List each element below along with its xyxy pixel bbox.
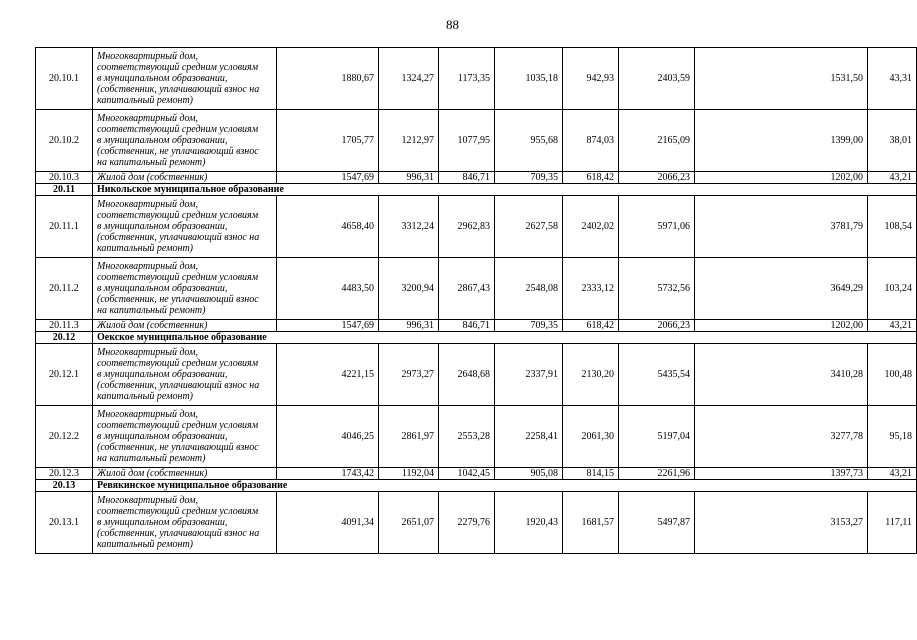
value-cell: 1399,00: [695, 110, 868, 172]
value-cell: 2258,41: [495, 406, 563, 468]
table-row: [36, 48, 917, 110]
value-cell: 2279,76: [439, 492, 495, 554]
description-line: Многоквартирный дом,: [97, 495, 199, 506]
value-cell: 1397,73: [695, 468, 868, 480]
description-line: в муниципальном образовании,: [97, 431, 228, 442]
description-line: на капитальный ремонт): [97, 157, 206, 168]
row-description: [93, 110, 277, 172]
table-row: [36, 320, 917, 332]
section-code: 20.13: [36, 480, 93, 492]
value-cell: 4658,40: [277, 196, 379, 258]
description-line: Многоквартирный дом,: [97, 347, 199, 358]
row-description: [93, 48, 277, 110]
description-line: в муниципальном образовании,: [97, 369, 228, 380]
description-line: в муниципальном образовании,: [97, 283, 228, 294]
description-line: соответствующий средним условиям: [97, 506, 259, 517]
value-cell: 3312,24: [379, 196, 439, 258]
row-description: [93, 468, 277, 480]
value-cell: 1681,57: [563, 492, 619, 554]
value-cell: 2548,08: [495, 258, 563, 320]
description-line: капитальный ремонт): [97, 95, 194, 106]
value-cell: 709,35: [495, 172, 563, 184]
page-number: 88: [446, 17, 459, 32]
value-cell: 2973,27: [379, 344, 439, 406]
value-cell: 1705,77: [277, 110, 379, 172]
row-description: [93, 258, 277, 320]
value-cell: 103,24: [868, 258, 917, 320]
section-code: 20.11: [36, 184, 93, 196]
value-cell: 2066,23: [619, 172, 695, 184]
value-cell: 2066,23: [619, 320, 695, 332]
value-cell: 618,42: [563, 320, 619, 332]
value-cell: 2337,91: [495, 344, 563, 406]
row-description: [93, 172, 277, 184]
description-line: (собственник, уплачивающий взнос на: [97, 380, 260, 391]
value-cell: 905,08: [495, 468, 563, 480]
row-code: 20.12.1: [36, 344, 93, 406]
value-cell: 1880,67: [277, 48, 379, 110]
value-cell: 2651,07: [379, 492, 439, 554]
row-code: 20.11.1: [36, 196, 93, 258]
value-cell: 2553,28: [439, 406, 495, 468]
value-cell: 1035,18: [495, 48, 563, 110]
row-code: 20.11.3: [36, 320, 93, 332]
value-cell: 1920,43: [495, 492, 563, 554]
row-description: [93, 320, 277, 332]
value-cell: 43,21: [868, 468, 917, 480]
description-line: Многоквартирный дом,: [97, 51, 199, 62]
value-cell: 1743,42: [277, 468, 379, 480]
row-code: 20.10.1: [36, 48, 93, 110]
description-line: Многоквартирный дом,: [97, 261, 199, 272]
table-row: [36, 110, 917, 172]
value-cell: 5497,87: [619, 492, 695, 554]
value-cell: 2261,96: [619, 468, 695, 480]
table-row: [36, 406, 917, 468]
description-line: (собственник, уплачивающий взнос на: [97, 232, 260, 243]
tariff-table: [35, 47, 917, 554]
description-line: Многоквартирный дом,: [97, 409, 199, 420]
section-row: [36, 480, 917, 492]
description-line: (собственник, не уплачивающий взнос: [97, 146, 259, 157]
value-cell: 2130,20: [563, 344, 619, 406]
value-cell: 3153,27: [695, 492, 868, 554]
section-row: [36, 184, 917, 196]
row-code: 20.10.2: [36, 110, 93, 172]
value-cell: 5971,06: [619, 196, 695, 258]
row-code: 20.12.3: [36, 468, 93, 480]
value-cell: 1202,00: [695, 172, 868, 184]
value-cell: 2402,02: [563, 196, 619, 258]
value-cell: 1324,27: [379, 48, 439, 110]
value-cell: 2648,68: [439, 344, 495, 406]
value-cell: 1531,50: [695, 48, 868, 110]
description-line: капитальный ремонт): [97, 391, 194, 402]
description-line: капитальный ремонт): [97, 243, 194, 254]
description-line: соответствующий средним условиям: [97, 358, 259, 369]
value-cell: 3200,94: [379, 258, 439, 320]
section-title: Оекское муниципальное образование: [93, 332, 917, 344]
table-row: [36, 258, 917, 320]
value-cell: 1192,04: [379, 468, 439, 480]
value-cell: 117,11: [868, 492, 917, 554]
description-line: соответствующий средним условиям: [97, 272, 259, 283]
value-cell: 38,01: [868, 110, 917, 172]
value-cell: 4091,34: [277, 492, 379, 554]
value-cell: 709,35: [495, 320, 563, 332]
table-body: [36, 48, 917, 554]
description-line: соответствующий средним условиям: [97, 420, 259, 431]
section-row: [36, 332, 917, 344]
value-cell: 3277,78: [695, 406, 868, 468]
row-description: [93, 344, 277, 406]
value-cell: 95,18: [868, 406, 917, 468]
table-row: [36, 492, 917, 554]
description-line: (собственник, не уплачивающий взнос: [97, 442, 259, 453]
description-line: (собственник, не уплачивающий взнос: [97, 294, 259, 305]
value-cell: 3781,79: [695, 196, 868, 258]
row-code: 20.12.2: [36, 406, 93, 468]
value-cell: 955,68: [495, 110, 563, 172]
description-line: в муниципальном образовании,: [97, 135, 228, 146]
value-cell: 814,15: [563, 468, 619, 480]
value-cell: 1212,97: [379, 110, 439, 172]
description-line: в муниципальном образовании,: [97, 517, 228, 528]
value-cell: 996,31: [379, 320, 439, 332]
value-cell: 4046,25: [277, 406, 379, 468]
description-line: соответствующий средним условиям: [97, 210, 259, 221]
value-cell: 43,21: [868, 320, 917, 332]
value-cell: 846,71: [439, 172, 495, 184]
value-cell: 4221,15: [277, 344, 379, 406]
value-cell: 1077,95: [439, 110, 495, 172]
value-cell: 846,71: [439, 320, 495, 332]
value-cell: 5732,56: [619, 258, 695, 320]
value-cell: 1547,69: [277, 172, 379, 184]
table-row: [36, 196, 917, 258]
row-description: [93, 196, 277, 258]
row-code: 20.10.3: [36, 172, 93, 184]
table-row: [36, 468, 917, 480]
description-line: в муниципальном образовании,: [97, 73, 228, 84]
row-description: [93, 492, 277, 554]
value-cell: 2962,83: [439, 196, 495, 258]
value-cell: 43,31: [868, 48, 917, 110]
description-line: в муниципальном образовании,: [97, 221, 228, 232]
value-cell: 100,48: [868, 344, 917, 406]
description-line: на капитальный ремонт): [97, 305, 206, 316]
value-cell: 1042,45: [439, 468, 495, 480]
value-cell: 2861,97: [379, 406, 439, 468]
description-line: соответствующий средним условиям: [97, 124, 259, 135]
value-cell: 2165,09: [619, 110, 695, 172]
value-cell: 618,42: [563, 172, 619, 184]
row-code: 20.11.2: [36, 258, 93, 320]
value-cell: 5197,04: [619, 406, 695, 468]
value-cell: 2061,30: [563, 406, 619, 468]
description-line: Жилой дом (собственник): [97, 468, 208, 479]
description-line: Многоквартирный дом,: [97, 199, 199, 210]
row-code: 20.13.1: [36, 492, 93, 554]
value-cell: 874,03: [563, 110, 619, 172]
description-line: на капитальный ремонт): [97, 453, 206, 464]
value-cell: 1173,35: [439, 48, 495, 110]
description-line: Жилой дом (собственник): [97, 172, 208, 183]
section-code: 20.12: [36, 332, 93, 344]
value-cell: 2867,43: [439, 258, 495, 320]
value-cell: 2333,12: [563, 258, 619, 320]
value-cell: 43,21: [868, 172, 917, 184]
value-cell: 2403,59: [619, 48, 695, 110]
table-row: [36, 172, 917, 184]
description-line: (собственник, уплачивающий взнос на: [97, 84, 260, 95]
value-cell: 5435,54: [619, 344, 695, 406]
description-line: соответствующий средним условиям: [97, 62, 259, 73]
value-cell: 4483,50: [277, 258, 379, 320]
description-line: (собственник, уплачивающий взнос на: [97, 528, 260, 539]
value-cell: 996,31: [379, 172, 439, 184]
value-cell: 108,54: [868, 196, 917, 258]
row-description: [93, 406, 277, 468]
section-title: Ревякинское муниципальное образование: [93, 480, 917, 492]
value-cell: 942,93: [563, 48, 619, 110]
table-row: [36, 344, 917, 406]
value-cell: 2627,58: [495, 196, 563, 258]
value-cell: 3410,28: [695, 344, 868, 406]
value-cell: 3649,29: [695, 258, 868, 320]
value-cell: 1202,00: [695, 320, 868, 332]
section-title: Никольское муниципальное образование: [93, 184, 917, 196]
value-cell: 1547,69: [277, 320, 379, 332]
description-line: Многоквартирный дом,: [97, 113, 199, 124]
description-line: Жилой дом (собственник): [97, 320, 208, 331]
description-line: капитальный ремонт): [97, 539, 194, 550]
